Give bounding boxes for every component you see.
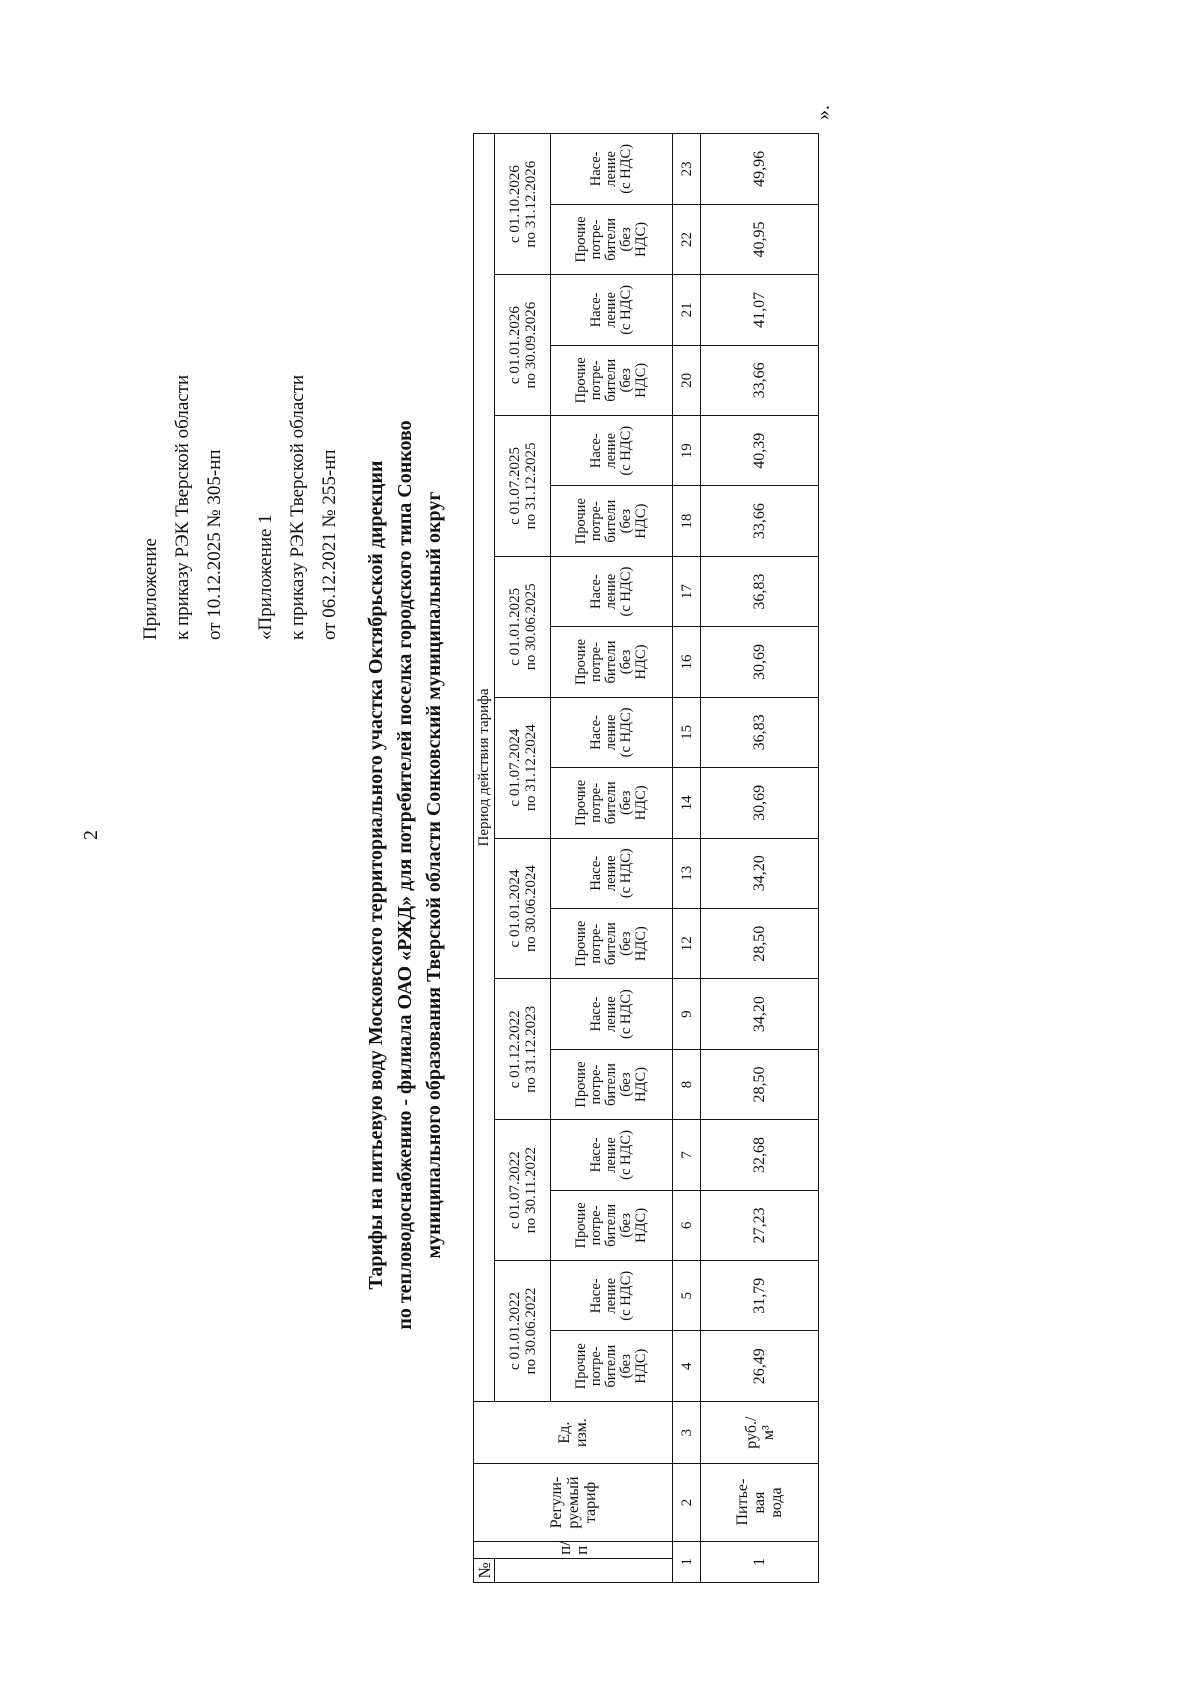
header-num-line-2: п/ [555,1541,574,1555]
header-num-sub-cell [474,1541,673,1558]
column-number-cell: 7 [673,1120,701,1190]
column-number-cell: 17 [673,556,701,626]
period-from: с 01.10.2026 [506,165,523,244]
column-number-cell: 12 [673,908,701,978]
period-from: с 01.07.2022 [506,1151,523,1230]
title-line-3: муниципального образования Тверской области Сонковский муниципальный округ [423,491,445,1259]
other-consumers-header [551,627,673,697]
appendix-previous-reference [250,375,346,640]
tariff-value-cell: 27,23 [701,1190,819,1260]
title-line-1: Тарифы на питьевую воду Московского территориального участка Октябрьской дирекции [365,460,387,1290]
tariff-value-cell: 49,96 [701,134,819,205]
tariff-value-cell: 32,68 [701,1120,819,1190]
period-to: по 30.06.2024 [522,865,539,952]
population-header [551,697,673,767]
header-row-dates [495,134,551,1583]
tariff-value-cell: 33,66 [701,345,819,415]
period-to: по 31.12.2026 [522,160,539,248]
tariff-table [473,133,819,1583]
column-number-cell: 9 [673,979,701,1049]
appendix-prev-line-3: от 06.12.2021 № 255-нп [319,449,340,640]
header-period-label: Период действия тарифа [474,134,495,1402]
period-header-8 [495,275,551,416]
tariff-value-cell: 36,83 [701,556,819,626]
column-number-cell: 5 [673,1261,701,1331]
population-header [551,838,673,908]
period-from: с 01.01.2022 [506,1292,523,1370]
population-header [551,979,673,1049]
closing-quote: ». [812,105,834,120]
population-label: Насе-ление (с НДС) [588,989,634,1039]
header-unit-label: Ед. изм. [556,1418,590,1447]
population-label: Насе-ление (с НДС) [588,425,634,476]
tariff-value-cell: 40,39 [701,416,819,486]
table-row [701,134,819,1583]
row-tariff-name: Питье-вая вода [734,1478,785,1526]
period-header-9 [495,134,551,275]
appendix-main-line-3: от 10.12.2025 № 305-нп [204,449,225,640]
column-number-cell: 13 [673,838,701,908]
column-number-cell: 1 [673,1541,701,1582]
row-unit-cell [701,1401,819,1463]
column-number-cell: 8 [673,1049,701,1119]
tariff-value-cell: 41,07 [701,275,819,345]
period-from: с 01.01.2026 [506,306,523,385]
population-header [551,1120,673,1190]
tariff-value-cell: 30,69 [701,768,819,838]
other-consumers-header [551,768,673,838]
header-tariff-label: Регули-руемый тариф [547,1476,599,1529]
population-label: Насе-ление (с НДС) [588,707,634,758]
row-unit-sub: м³ [759,1425,777,1441]
other-consumers-label: Прочие потре-бители (без НДС) [573,357,649,404]
appendix-prev-line-2: к приказу РЭК Тверской области [287,374,308,640]
header-row-consumer-groups [551,134,673,1583]
period-from: с 01.01.2024 [506,869,523,948]
column-number-cell: 23 [673,134,701,205]
row-tariff-cell [701,1464,819,1541]
period-header-3 [495,979,551,1120]
other-consumers-label: Прочие потре-бители (без НДС) [573,1061,649,1108]
row-number: 1 [701,1541,819,1582]
period-to: по 30.09.2026 [522,301,539,389]
column-number-cell: 19 [673,416,701,486]
period-header-2 [495,1120,551,1261]
period-from: с 01.12.2022 [506,1010,523,1089]
other-consumers-header [551,486,673,556]
tariff-value-cell: 40,95 [701,204,819,274]
column-number-cell: 21 [673,275,701,345]
other-consumers-label: Прочие потре-бители (без НДС) [573,638,649,686]
period-to: по 30.06.2022 [522,1287,539,1375]
period-from: с 01.01.2025 [506,587,523,666]
column-number-cell: 2 [673,1464,701,1541]
other-consumers-label: Прочие потре-бители (без НДС) [573,498,649,545]
tariff-value-cell: 33,66 [701,486,819,556]
appendix-prev-line-1: «Приложение 1 [255,514,276,640]
population-label: Насе-ление (с НДС) [588,848,634,899]
other-consumers-label: Прочие потре-бители (без НДС) [573,779,649,826]
appendix-main-line-1: Приложение [140,538,161,640]
population-label: Насе-ление (с НДС) [588,285,634,335]
header-tariff-cell [474,1464,673,1541]
column-numbers-row [673,134,701,1583]
other-consumers-header [551,1331,673,1401]
tariff-value-cell: 34,20 [701,838,819,908]
header-num-cell: № [474,1558,495,1582]
other-consumers-label: Прочие потре-бители (без НДС) [573,216,649,263]
population-header [551,275,673,345]
column-number-cell: 6 [673,1190,701,1260]
period-header-5 [495,697,551,838]
period-to: по 31.12.2025 [522,442,539,530]
tariff-value-cell: 26,49 [701,1331,819,1401]
period-header-7 [495,416,551,557]
population-label: Насе-ление (с НДС) [588,1270,634,1321]
column-number-cell: 3 [673,1401,701,1463]
period-to: по 31.12.2023 [522,1005,539,1093]
tariff-value-cell: 30,69 [701,627,819,697]
document-title [362,285,449,1465]
population-label: Насе-ление (с НДС) [588,144,634,194]
period-from: с 01.07.2024 [506,728,523,807]
period-header-4 [495,838,551,979]
appendix-main-reference [135,375,231,640]
other-consumers-header [551,908,673,978]
period-from: с 01.07.2025 [506,446,523,525]
period-to: по 30.06.2025 [522,583,539,671]
tariff-value-cell: 28,50 [701,908,819,978]
column-number-cell: 4 [673,1331,701,1401]
header-unit-cell [474,1401,673,1463]
row-unit-main: руб./ [742,1416,760,1449]
header-num-spacer [495,1558,673,1582]
other-consumers-label: Прочие потре-бители (без НДС) [573,1202,649,1249]
other-consumers-header [551,345,673,415]
tariff-value-cell: 36,83 [701,697,819,767]
column-number-cell: 22 [673,204,701,274]
title-line-2: по тепловодоснабжению - филиала ОАО «РЖД» для потребителей поселка городского типа Сонково [394,420,416,1330]
column-number-cell: 16 [673,627,701,697]
appendix-main-line-2: к приказу РЭК Тверской области [172,374,193,640]
period-header-6 [495,556,551,697]
column-number-cell: 18 [673,486,701,556]
period-header-1 [495,1261,551,1402]
column-number-cell: 15 [673,697,701,767]
population-label: Насе-ление (с НДС) [588,1130,634,1180]
other-consumers-label: Прочие потре-бители (без НДС) [573,1343,649,1390]
other-consumers-label: Прочие потре-бители (без НДС) [573,920,649,967]
other-consumers-header [551,204,673,274]
tariff-value-cell: 28,50 [701,1049,819,1119]
tariff-value-cell: 31,79 [701,1261,819,1331]
population-header [551,416,673,486]
population-header [551,556,673,626]
population-header [551,1261,673,1331]
header-row-period [474,134,495,1583]
column-number-cell: 20 [673,345,701,415]
other-consumers-header [551,1190,673,1260]
column-number-cell: 14 [673,768,701,838]
period-to: по 31.12.2024 [522,724,539,812]
population-label: Насе-ление (с НДС) [588,566,634,617]
other-consumers-header [551,1049,673,1119]
period-to: по 30.11.2022 [522,1147,539,1234]
tariff-value-cell: 34,20 [701,979,819,1049]
header-num-line-3: п [572,1545,591,1555]
page-number: 2 [80,830,102,840]
population-header [551,134,673,205]
